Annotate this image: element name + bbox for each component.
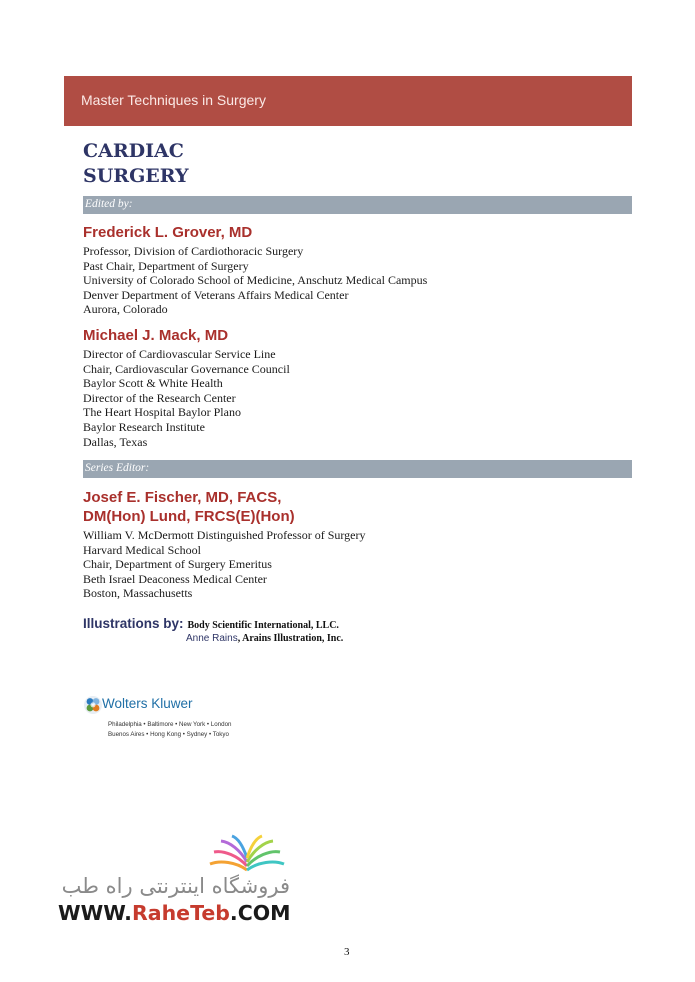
affiliation-line: Dallas, Texas <box>83 434 148 449</box>
affiliation-line: Past Chair, Department of Surgery <box>83 258 249 273</box>
series-editor-label: Series Editor: <box>85 462 150 474</box>
affiliation-line: Baylor Scott & White Health <box>83 376 223 391</box>
series-editor-affiliations <box>83 528 366 601</box>
open-book-logo-icon <box>206 834 288 874</box>
affiliation-line: Chair, Department of Surgery Emeritus <box>83 557 272 572</box>
book-title <box>83 139 189 189</box>
edited-by-bar <box>83 196 632 214</box>
illustrations-label: Illustrations by: <box>83 616 184 631</box>
affiliation-line: Aurora, Colorado <box>83 302 168 317</box>
watermark-url <box>58 901 291 925</box>
affiliation-line: Professor, Division of Cardiothoracic Surgery <box>83 244 304 258</box>
editor-name-mack: Michael J. Mack, MD <box>83 327 229 344</box>
book-title-line-2: SURGERY <box>83 165 189 187</box>
series-title: Master Techniques in Surgery <box>81 92 266 108</box>
illustrator-studio: , Arains Illustration, Inc. <box>237 633 344 644</box>
editor-name-grover: Frederick L. Grover, MD <box>83 224 253 241</box>
illustrator-name: Anne Rains <box>186 633 238 644</box>
illustrator-company: Body Scientific International, LLC. <box>187 620 339 631</box>
publisher-cities-line: Philadelphia • Baltimore • New York • London <box>108 721 232 728</box>
editor-affiliations-mack <box>83 347 290 449</box>
publisher-cities-line: Buenos Aires • Hong Kong • Sydney • Tokyo <box>108 731 229 738</box>
affiliation-line: Director of the Research Center <box>83 390 236 405</box>
affiliation-line: Beth Israel Deaconess Medical Center <box>83 571 267 586</box>
publisher-name: Wolters Kluwer <box>102 696 193 711</box>
editor-affiliations-grover <box>83 244 427 317</box>
affiliation-line: Baylor Research Institute <box>83 419 205 434</box>
series-editor-name-line-2: DM(Hon) Lund, FRCS(E)(Hon) <box>83 508 295 525</box>
series-editor-name <box>83 488 295 526</box>
affiliation-line: Boston, Massachusetts <box>83 586 193 601</box>
illustrations-credit <box>83 615 339 633</box>
edited-by-label: Edited by: <box>85 198 133 210</box>
illustrations-credit-line-2 <box>186 633 343 644</box>
affiliation-line: Chair, Cardiovascular Governance Council <box>83 361 290 376</box>
watermark-persian-text: فروشگاه اینترنتی راه طب <box>61 874 290 898</box>
series-editor-name-line-1: Josef E. Fischer, MD, FACS, <box>83 489 282 506</box>
affiliation-line: Harvard Medical School <box>83 542 201 557</box>
affiliation-line: Denver Department of Veterans Affairs Medical Center <box>83 287 349 302</box>
book-title-line-1: CARDIAC <box>83 140 184 162</box>
page-number: 3 <box>344 946 350 958</box>
watermark-url-suffix: .COM <box>229 901 291 925</box>
wolters-kluwer-logo-icon <box>83 695 103 715</box>
affiliation-line: William V. McDermott Distinguished Professor of Surgery <box>83 528 366 542</box>
watermark-url-prefix: WWW. <box>58 901 132 925</box>
affiliation-line: The Heart Hospital Baylor Plano <box>83 405 241 420</box>
affiliation-line: Director of Cardiovascular Service Line <box>83 347 276 361</box>
affiliation-line: University of Colorado School of Medicine, Anschutz Medical Campus <box>83 273 428 288</box>
series-editor-bar <box>83 460 632 478</box>
watermark-url-brand: RaheTeb <box>131 901 230 925</box>
series-banner <box>64 76 632 126</box>
publisher-cities <box>108 720 231 740</box>
